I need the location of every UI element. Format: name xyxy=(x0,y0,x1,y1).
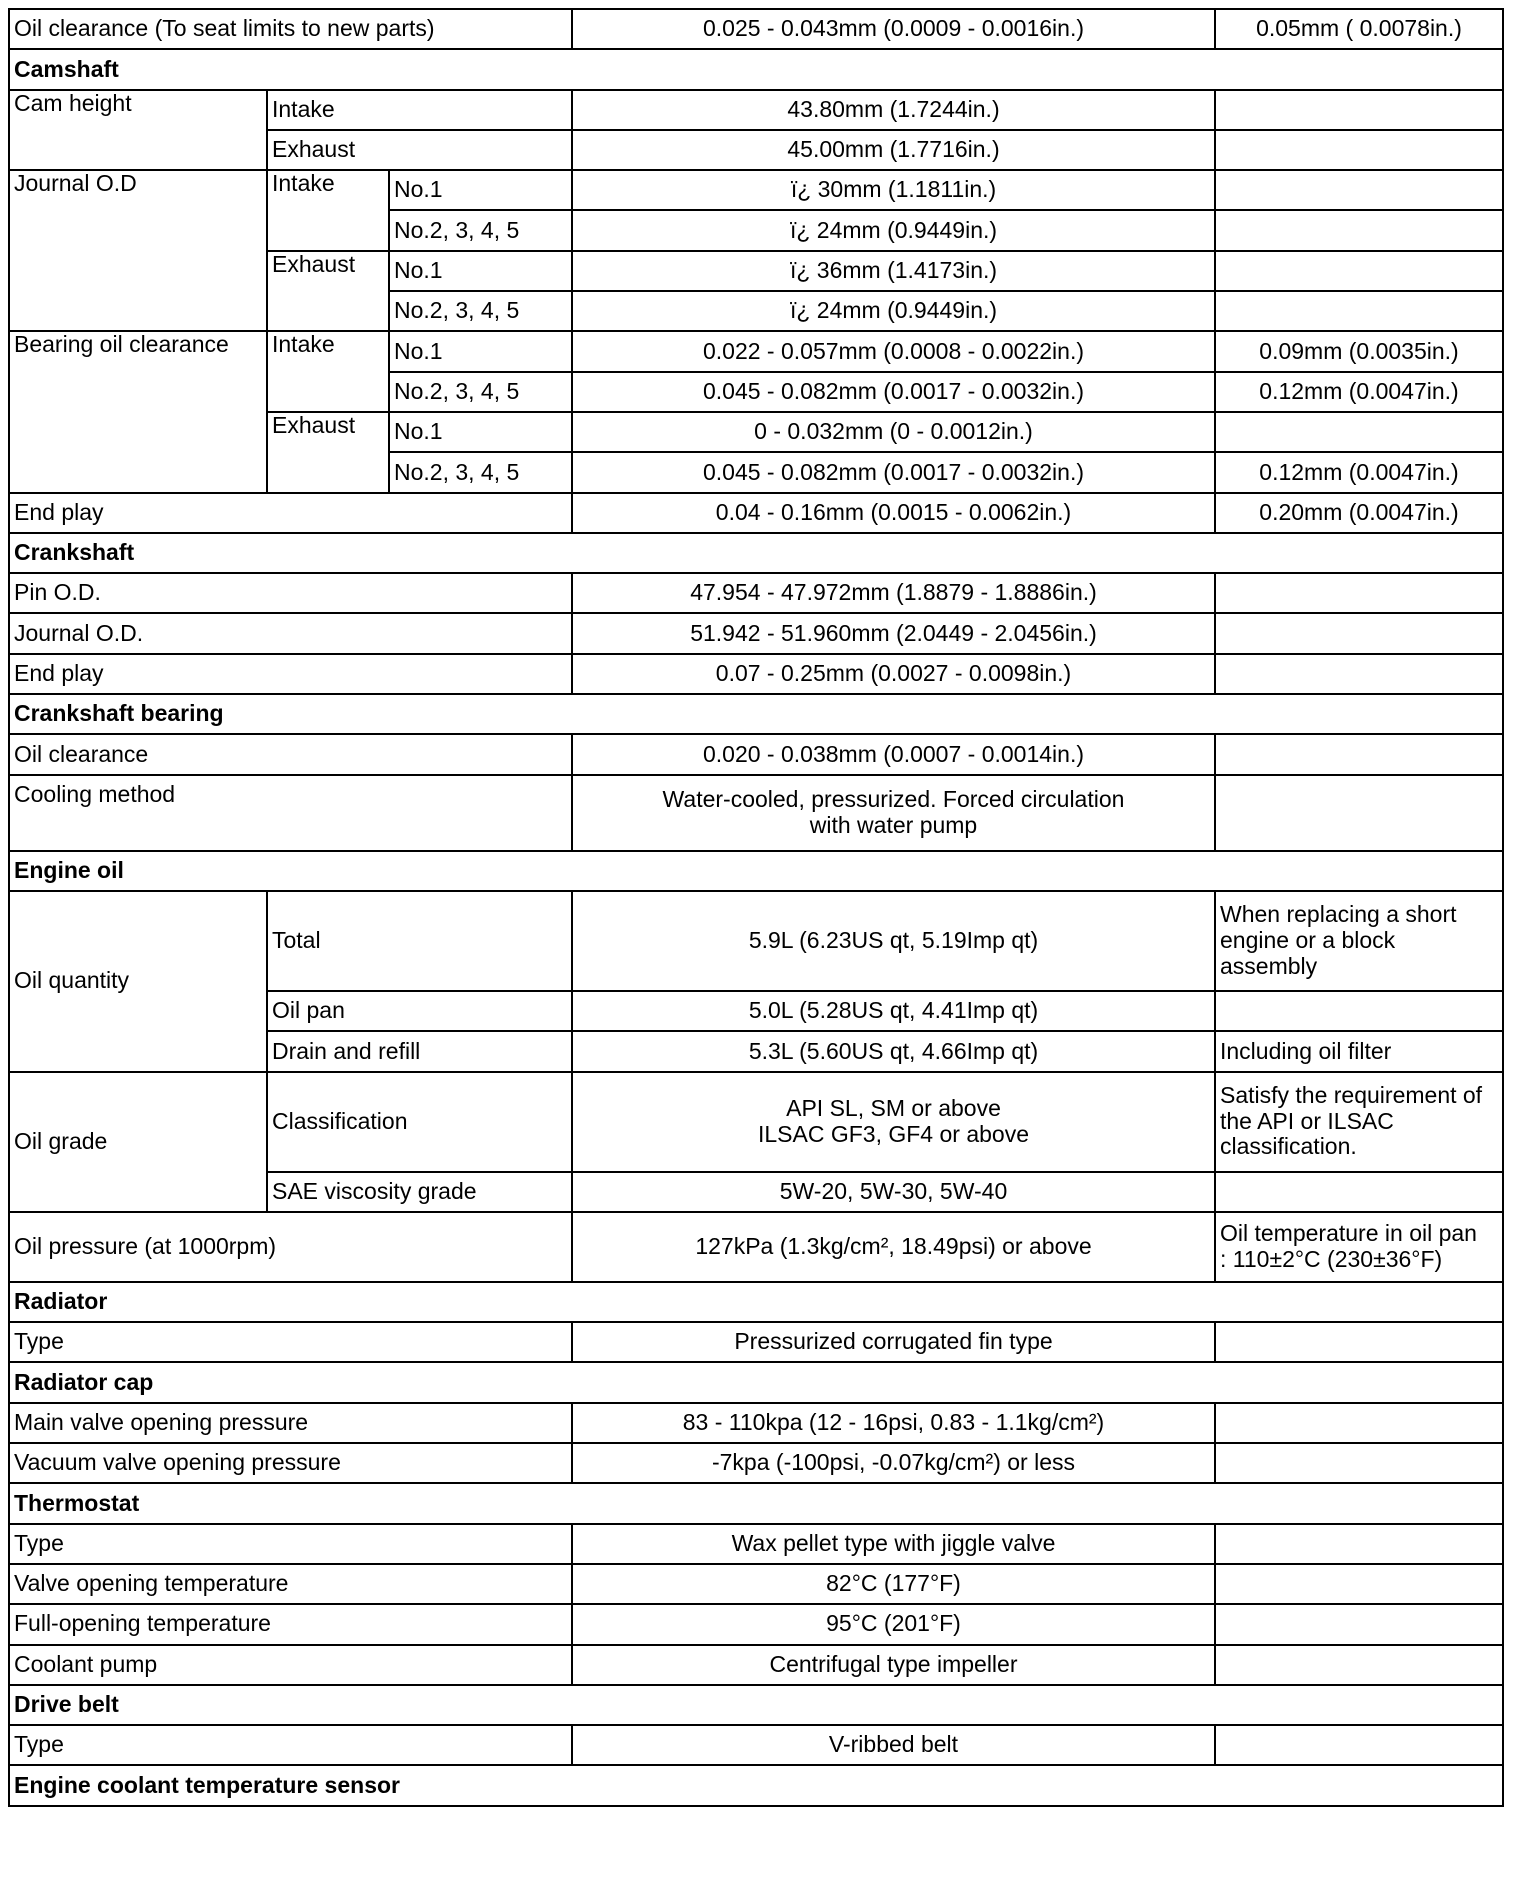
item-label: Type xyxy=(9,1322,572,1362)
limit-value xyxy=(1215,573,1503,613)
standard-value: 95°C (201°F) xyxy=(572,1604,1215,1644)
item-label: Cam height xyxy=(9,90,267,171)
limit-value: 0.12mm (0.0047in.) xyxy=(1215,452,1503,492)
standard-value: 0.045 - 0.082mm (0.0017 - 0.0032in.) xyxy=(572,452,1215,492)
item-label: Oil clearance xyxy=(9,734,572,774)
table-row xyxy=(9,1604,1503,1644)
table-row xyxy=(9,1524,1503,1564)
sub-label: Intake xyxy=(267,90,572,130)
standard-value: 5.3L (5.60US qt, 4.66Imp qt) xyxy=(572,1031,1215,1071)
limit-value xyxy=(1215,130,1503,170)
standard-value: 0.022 - 0.057mm (0.0008 - 0.0022in.) xyxy=(572,331,1215,371)
value-line: API SL, SM or above xyxy=(786,1094,1001,1121)
standard-value xyxy=(572,775,1215,851)
table-row xyxy=(9,170,1503,210)
table-row xyxy=(9,734,1503,774)
table-row xyxy=(9,1322,1503,1362)
item-label: Vacuum valve opening pressure xyxy=(9,1443,572,1483)
limit-value xyxy=(1215,1645,1503,1685)
table-row xyxy=(9,1403,1503,1443)
table-row xyxy=(9,493,1503,533)
section-header-row xyxy=(9,1483,1503,1523)
section-title: Crankshaft xyxy=(9,533,1503,573)
standard-value: 0.04 - 0.16mm (0.0015 - 0.0062in.) xyxy=(572,493,1215,533)
standard-value: 47.954 - 47.972mm (1.8879 - 1.8886in.) xyxy=(572,573,1215,613)
table-row xyxy=(9,1443,1503,1483)
cylinder-label: No.1 xyxy=(389,412,572,452)
sub-label: Oil pan xyxy=(267,991,572,1031)
limit-value xyxy=(1215,291,1503,331)
limit-value xyxy=(1215,613,1503,653)
table-row xyxy=(9,9,1503,49)
standard-value: 0 - 0.032mm (0 - 0.0012in.) xyxy=(572,412,1215,452)
item-label: Oil grade xyxy=(9,1072,267,1212)
standard-value: 0.07 - 0.25mm (0.0027 - 0.0098in.) xyxy=(572,654,1215,694)
item-label: End play xyxy=(9,654,572,694)
limit-value xyxy=(1215,1322,1503,1362)
table-row xyxy=(9,1072,1503,1172)
section-title: Engine coolant temperature sensor xyxy=(9,1765,1503,1805)
remark: Including oil filter xyxy=(1215,1031,1503,1071)
cylinder-label: No.2, 3, 4, 5 xyxy=(389,291,572,331)
standard-value: 0.025 - 0.043mm (0.0009 - 0.0016in.) xyxy=(572,9,1215,49)
section-header-row xyxy=(9,1282,1503,1322)
limit-value xyxy=(1215,1403,1503,1443)
cylinder-label: No.2, 3, 4, 5 xyxy=(389,210,572,250)
standard-value: 45.00mm (1.7716in.) xyxy=(572,130,1215,170)
sub-label: Exhaust xyxy=(267,251,389,332)
item-label: Oil quantity xyxy=(9,891,267,1072)
cylinder-label: No.1 xyxy=(389,170,572,210)
table-row xyxy=(9,613,1503,653)
standard-value: 0.020 - 0.038mm (0.0007 - 0.0014in.) xyxy=(572,734,1215,774)
limit-value xyxy=(1215,1564,1503,1604)
table-row xyxy=(9,891,1503,991)
limit-value xyxy=(1215,734,1503,774)
standard-value: -7kpa (-100psi, -0.07kg/cm²) or less xyxy=(572,1443,1215,1483)
remark-line: Oil temperature in oil pan xyxy=(1220,1220,1477,1247)
sub-label: SAE viscosity grade xyxy=(267,1172,572,1212)
limit-value xyxy=(1215,210,1503,250)
item-label: Full-opening temperature xyxy=(9,1604,572,1644)
item-label: Coolant pump xyxy=(9,1645,572,1685)
limit-value xyxy=(1215,775,1503,851)
limit-value: 0.09mm (0.0035in.) xyxy=(1215,331,1503,371)
sub-label: Classification xyxy=(267,1072,572,1172)
item-label: Main valve opening pressure xyxy=(9,1403,572,1443)
standard-value: 83 - 110kpa (12 - 16psi, 0.83 - 1.1kg/cm²) xyxy=(572,1403,1215,1443)
value-line: ILSAC GF3, GF4 or above xyxy=(757,1120,1029,1147)
limit-value xyxy=(1215,1725,1503,1765)
remark xyxy=(1215,991,1503,1031)
table-row xyxy=(9,654,1503,694)
cylinder-label: No.1 xyxy=(389,251,572,291)
limit-value xyxy=(1215,170,1503,210)
sub-label: Exhaust xyxy=(267,130,572,170)
standard-value: 82°C (177°F) xyxy=(572,1564,1215,1604)
section-header-row xyxy=(9,851,1503,891)
standard-value: Centrifugal type impeller xyxy=(572,1645,1215,1685)
limit-value xyxy=(1215,654,1503,694)
item-label: Type xyxy=(9,1524,572,1564)
section-header-row xyxy=(9,533,1503,573)
section-title: Drive belt xyxy=(9,1685,1503,1725)
standard-value: 51.942 - 51.960mm (2.0449 - 2.0456in.) xyxy=(572,613,1215,653)
item-label: Valve opening temperature xyxy=(9,1564,572,1604)
standard-value: 43.80mm (1.7244in.) xyxy=(572,90,1215,130)
table-row xyxy=(9,573,1503,613)
section-title: Crankshaft bearing xyxy=(9,694,1503,734)
limit-value xyxy=(1215,251,1503,291)
standard-value: ï¿ 24mm (0.9449in.) xyxy=(572,210,1215,250)
sub-label: Intake xyxy=(267,331,389,412)
sub-label: Total xyxy=(267,891,572,991)
limit-value: 0.12mm (0.0047in.) xyxy=(1215,372,1503,412)
table-row xyxy=(9,1564,1503,1604)
section-header-row xyxy=(9,1685,1503,1725)
remark xyxy=(1215,1172,1503,1212)
item-label: Type xyxy=(9,1725,572,1765)
standard-value: Wax pellet type with jiggle valve xyxy=(572,1524,1215,1564)
table-row xyxy=(9,331,1503,371)
item-label: Cooling method xyxy=(9,775,572,851)
standard-value: 127kPa (1.3kg/cm², 18.49psi) or above xyxy=(572,1212,1215,1282)
remark xyxy=(1215,1212,1503,1282)
item-label: Bearing oil clearance xyxy=(9,331,267,492)
standard-value: ï¿ 36mm (1.4173in.) xyxy=(572,251,1215,291)
standard-value: 5.0L (5.28US qt, 4.41Imp qt) xyxy=(572,991,1215,1031)
standard-value: 5.9L (6.23US qt, 5.19Imp qt) xyxy=(572,891,1215,991)
item-label: End play xyxy=(9,493,572,533)
section-title: Camshaft xyxy=(9,49,1503,89)
standard-value: V-ribbed belt xyxy=(572,1725,1215,1765)
section-title: Engine oil xyxy=(9,851,1503,891)
standard-value: ï¿ 30mm (1.1811in.) xyxy=(572,170,1215,210)
section-header-row xyxy=(9,1765,1503,1805)
limit-value: 0.20mm (0.0047in.) xyxy=(1215,493,1503,533)
limit-value xyxy=(1215,1443,1503,1483)
sub-label: Drain and refill xyxy=(267,1031,572,1071)
item-label: Journal O.D. xyxy=(9,613,572,653)
standard-value: Pressurized corrugated fin type xyxy=(572,1322,1215,1362)
item-label: Oil clearance (To seat limits to new parts) xyxy=(9,9,572,49)
remark: Satisfy the requirement of the API or ILSAC classification. xyxy=(1215,1072,1503,1172)
sub-label: Exhaust xyxy=(267,412,389,493)
limit-value xyxy=(1215,90,1503,130)
value-line: with water pump xyxy=(809,811,978,838)
limit-value xyxy=(1215,412,1503,452)
limit-value: 0.05mm ( 0.0078in.) xyxy=(1215,9,1503,49)
table-row xyxy=(9,1212,1503,1282)
standard-value xyxy=(572,1072,1215,1172)
engine-specification-table xyxy=(8,8,1504,1807)
section-title: Radiator cap xyxy=(9,1362,1503,1402)
table-row xyxy=(9,1645,1503,1685)
section-title: Thermostat xyxy=(9,1483,1503,1523)
cylinder-label: No.1 xyxy=(389,331,572,371)
remark-line: : 110±2°C (230±36°F) xyxy=(1220,1245,1443,1272)
standard-value: 5W-20, 5W-30, 5W-40 xyxy=(572,1172,1215,1212)
table-row xyxy=(9,90,1503,130)
value-line: Water-cooled, pressurized. Forced circulation xyxy=(662,785,1125,812)
limit-value xyxy=(1215,1604,1503,1644)
section-title: Radiator xyxy=(9,1282,1503,1322)
item-label: Journal O.D xyxy=(9,170,267,331)
table-row xyxy=(9,1725,1503,1765)
section-header-row xyxy=(9,694,1503,734)
cylinder-label: No.2, 3, 4, 5 xyxy=(389,452,572,492)
standard-value: 0.045 - 0.082mm (0.0017 - 0.0032in.) xyxy=(572,372,1215,412)
section-header-row xyxy=(9,49,1503,89)
standard-value: ï¿ 24mm (0.9449in.) xyxy=(572,291,1215,331)
table-row xyxy=(9,775,1503,851)
item-label: Pin O.D. xyxy=(9,573,572,613)
cylinder-label: No.2, 3, 4, 5 xyxy=(389,372,572,412)
sub-label: Intake xyxy=(267,170,389,251)
section-header-row xyxy=(9,1362,1503,1402)
limit-value xyxy=(1215,1524,1503,1564)
remark: When replacing a short engine or a block assembly xyxy=(1215,891,1503,991)
item-label: Oil pressure (at 1000rpm) xyxy=(9,1212,572,1282)
